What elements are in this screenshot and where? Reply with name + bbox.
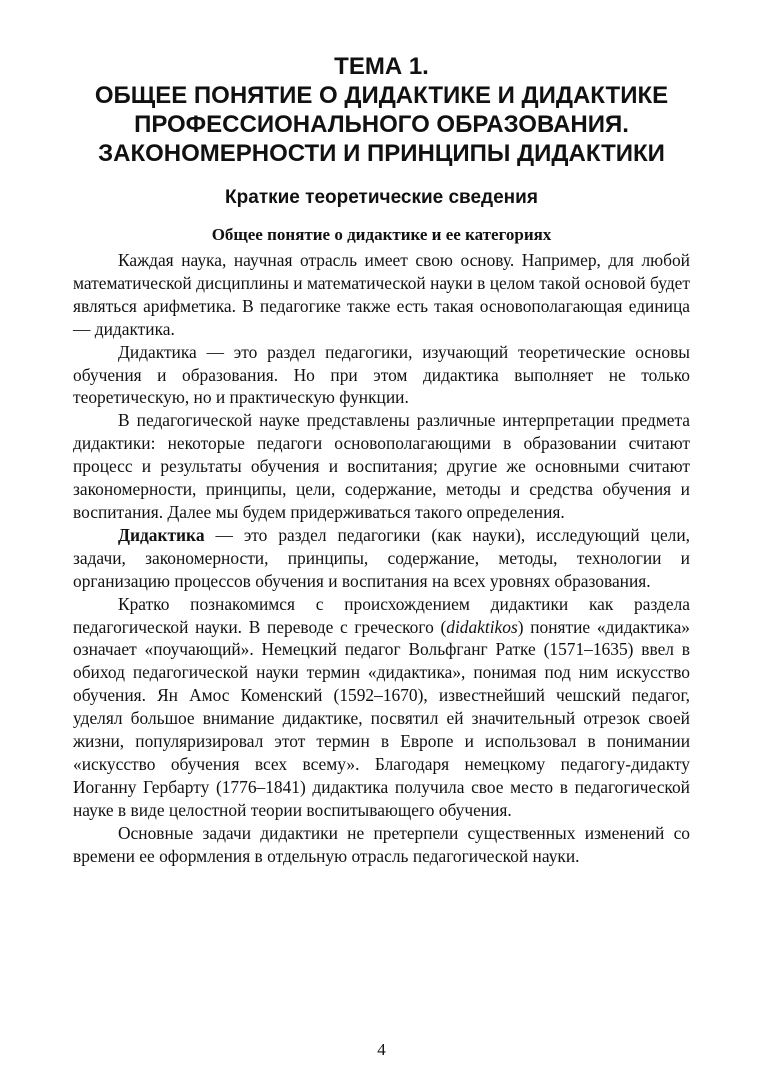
paragraph-1: Каждая наука, научная отрасль имеет свою основу. Например, для любой математической дисциплины и математической науки в целом такой основой будет являться арифметика. В педагогике также есть такая основополагающая единица — дидактика.	[73, 250, 690, 339]
paragraph-5-text-before: Кратко познакомимся с происхождением дидактики как раздела педагогической науки. В переводе с греческого (	[73, 593, 690, 637]
paragraph-5	[73, 593, 690, 822]
page-number: 4	[377, 1040, 386, 1059]
document-page	[73, 52, 690, 867]
paragraph-6: Основные задачи дидактики не претерпели существенных изменений со времени ее оформления в отдельную отрасль педагогической науки.	[73, 822, 690, 866]
chapter-title	[73, 52, 690, 168]
chapter-title-line-4: ЗАКОНОМЕРНОСТИ И ПРИНЦИПЫ ДИДАКТИКИ	[98, 140, 665, 167]
section-heading: Краткие теоретические сведения	[225, 187, 538, 208]
subsection-heading: Общее понятие о дидактике и ее категориях	[211, 225, 552, 244]
paragraph-2: Дидактика — это раздел педагогики, изучающий теоретические основы обучения и образования. Но при этом дидактика выполняет не только теоретическую, но и практическую функции.	[73, 341, 690, 408]
didactics-term: Дидактика	[118, 524, 205, 545]
chapter-title-line-2: ОБЩЕЕ ПОНЯТИЕ О ДИДАКТИКЕ И ДИДАКТИКЕ	[94, 82, 669, 109]
paragraph-4	[73, 524, 690, 593]
paragraph-4-text: — это раздел педагогики (как науки), исследующий цели, задачи, закономерности, принципы, содержание, методы, технологии и организацию процессов обучения и воспитания на всех уровнях образования.	[73, 524, 690, 591]
paragraph-3: В педагогической науке представлены различные интерпретации предмета дидактики: некоторые педагоги основополагающими в образовании считают процесс и результаты обучения и воспитания; другие же основными считают закономерности, принципы, цели, содержание, методы и средства обучения и воспитания. Далее мы будем придерживаться такого определения.	[73, 410, 690, 522]
paragraph-5-text-after: ) понятие «дидактика» означает «поучающий». Немецкий педагог Вольфганг Ратке (1571–1635) ввел в обиход педагогической науки термин «дидактика», понимая под ним искусство обучения. Ян Амос Коменский (1592–1670), известнейший чешский педагог, уделял большое внимание дидактике, посвятил ей значительный отрезок своей жизни, популяризировал этот термин в Европе и использовал в понимании «искусство обучения всех всему». Благодаря немецкому педагогу-дидакту Иоганну Гербарту (1776–1841) дидактика получила свое место в педагогической науке в виде целостной теории воспитывающего обучения.	[73, 616, 690, 820]
greek-term: didaktikos	[446, 616, 518, 637]
chapter-title-line-3: ПРОФЕССИОНАЛЬНОГО ОБРАЗОВАНИЯ.	[134, 111, 629, 138]
chapter-title-line-1: ТЕМА 1.	[334, 53, 429, 80]
